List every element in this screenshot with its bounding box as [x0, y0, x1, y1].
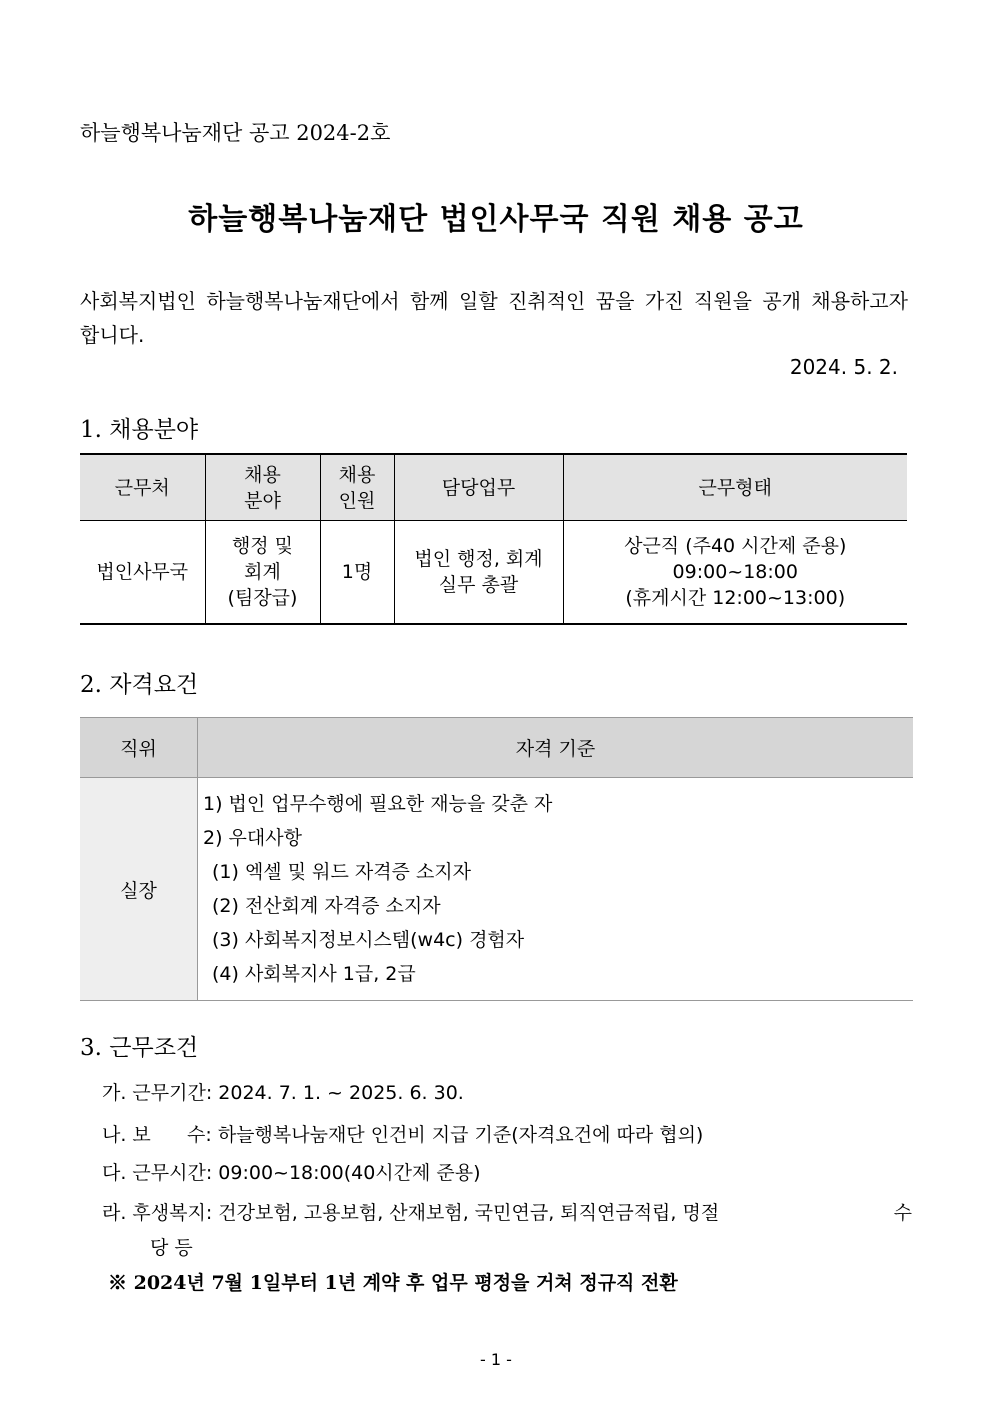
- intro-text: 사회복지법인 하늘행복나눔재단에서 함께 일할 진취적인 꿈을 가진 직원을 공개 채용하고자 합니다.: [80, 289, 908, 347]
- criteria-sub-item: (3) 사회복지정보시스템(w4c) 경험자: [212, 929, 525, 951]
- qualification-table: [80, 717, 913, 1001]
- welfare-main-text: 라. 후생복지: 건강보험, 고용보험, 산재보험, 국민연금, 퇴직연금적립, 명절: [102, 1202, 720, 1224]
- header-count: [320, 454, 394, 521]
- condition-pay: 나. 보 수: 하늘행복나눔재단 인건비 지급 기준(자격요건에 따라 협의): [102, 1124, 704, 1146]
- criteria-item: 1) 법인 업무수행에 필요한 재능을 갖춘 자: [203, 793, 553, 815]
- section-heading-qualifications: 2. 자격요건: [80, 672, 199, 698]
- page-title: 하늘행복나눔재단 법인사무국 직원 채용 공고: [188, 202, 804, 237]
- condition-welfare: [102, 1198, 912, 1260]
- header-field: [205, 454, 320, 521]
- cell-criteria: [198, 778, 914, 1001]
- section-heading-recruitment-field: 1. 채용분야: [80, 417, 199, 443]
- criteria-item: 2) 우대사항: [203, 827, 302, 849]
- header-field-line: 채용: [244, 463, 281, 486]
- criteria-sub-item: (4) 사회복지사 1급, 2급: [212, 963, 416, 985]
- table-row: [80, 778, 913, 1001]
- table-header-row: [80, 718, 913, 778]
- cell-duties-line: 실무 총괄: [438, 574, 519, 596]
- criteria-sub-item: (1) 엑셀 및 워드 자격증 소지자: [212, 861, 472, 883]
- header-work-type: 근무형태: [563, 454, 907, 521]
- recruitment-table: [80, 453, 907, 625]
- page-number: - 1 -: [480, 1350, 512, 1369]
- cell-work-type-line: 09:00~18:00: [672, 561, 798, 583]
- header-position: 직위: [80, 718, 198, 778]
- header-workplace: 근무처: [80, 454, 205, 521]
- criteria-sub-item: (2) 전산회계 자격증 소지자: [212, 895, 441, 917]
- table-header-row: [80, 454, 907, 521]
- cell-work-type-line: 상근직 (주40 시간제 준용): [624, 535, 847, 557]
- cell-field-line: 행정 및: [231, 535, 294, 557]
- cell-work-type-line: (휴게시간 12:00~13:00): [625, 587, 846, 609]
- header-count-line: 인원: [338, 489, 376, 512]
- cell-position: 실장: [80, 778, 198, 1001]
- cell-count: 1명: [320, 521, 394, 625]
- cell-field-line: 회계: [244, 561, 281, 583]
- notice-date: 2024. 5. 2.: [789, 355, 898, 379]
- header-criteria: 자격 기준: [198, 718, 914, 778]
- header-count-line: 채용: [338, 463, 376, 486]
- welfare-continuation-text: 당 등: [150, 1237, 193, 1259]
- cell-duties-line: 법인 행정, 회계: [414, 548, 543, 570]
- condition-hours: 다. 근무시간: 09:00~18:00(40시간제 준용): [102, 1162, 481, 1184]
- cell-field: [205, 521, 320, 625]
- header-field-line: 분야: [244, 489, 281, 512]
- cell-work-type: [563, 521, 907, 625]
- table-row: [80, 521, 907, 625]
- condition-period: 가. 근무기간: 2024. 7. 1. ~ 2025. 6. 30.: [102, 1082, 464, 1104]
- cell-duties: [394, 521, 563, 625]
- cell-workplace: 법인사무국: [96, 561, 189, 583]
- header-duties: 담당업무: [394, 454, 563, 521]
- cell-field-line: (팀장급): [227, 587, 298, 609]
- welfare-tail-text: 수: [893, 1202, 912, 1224]
- contract-note: ※ 2024년 7월 1일부터 1년 계약 후 업무 평정을 거쳐 정규직 전환: [108, 1272, 678, 1294]
- notice-number: 하늘행복나눔재단 공고 2024-2호: [80, 121, 391, 145]
- section-heading-work-conditions: 3. 근무조건: [80, 1035, 199, 1061]
